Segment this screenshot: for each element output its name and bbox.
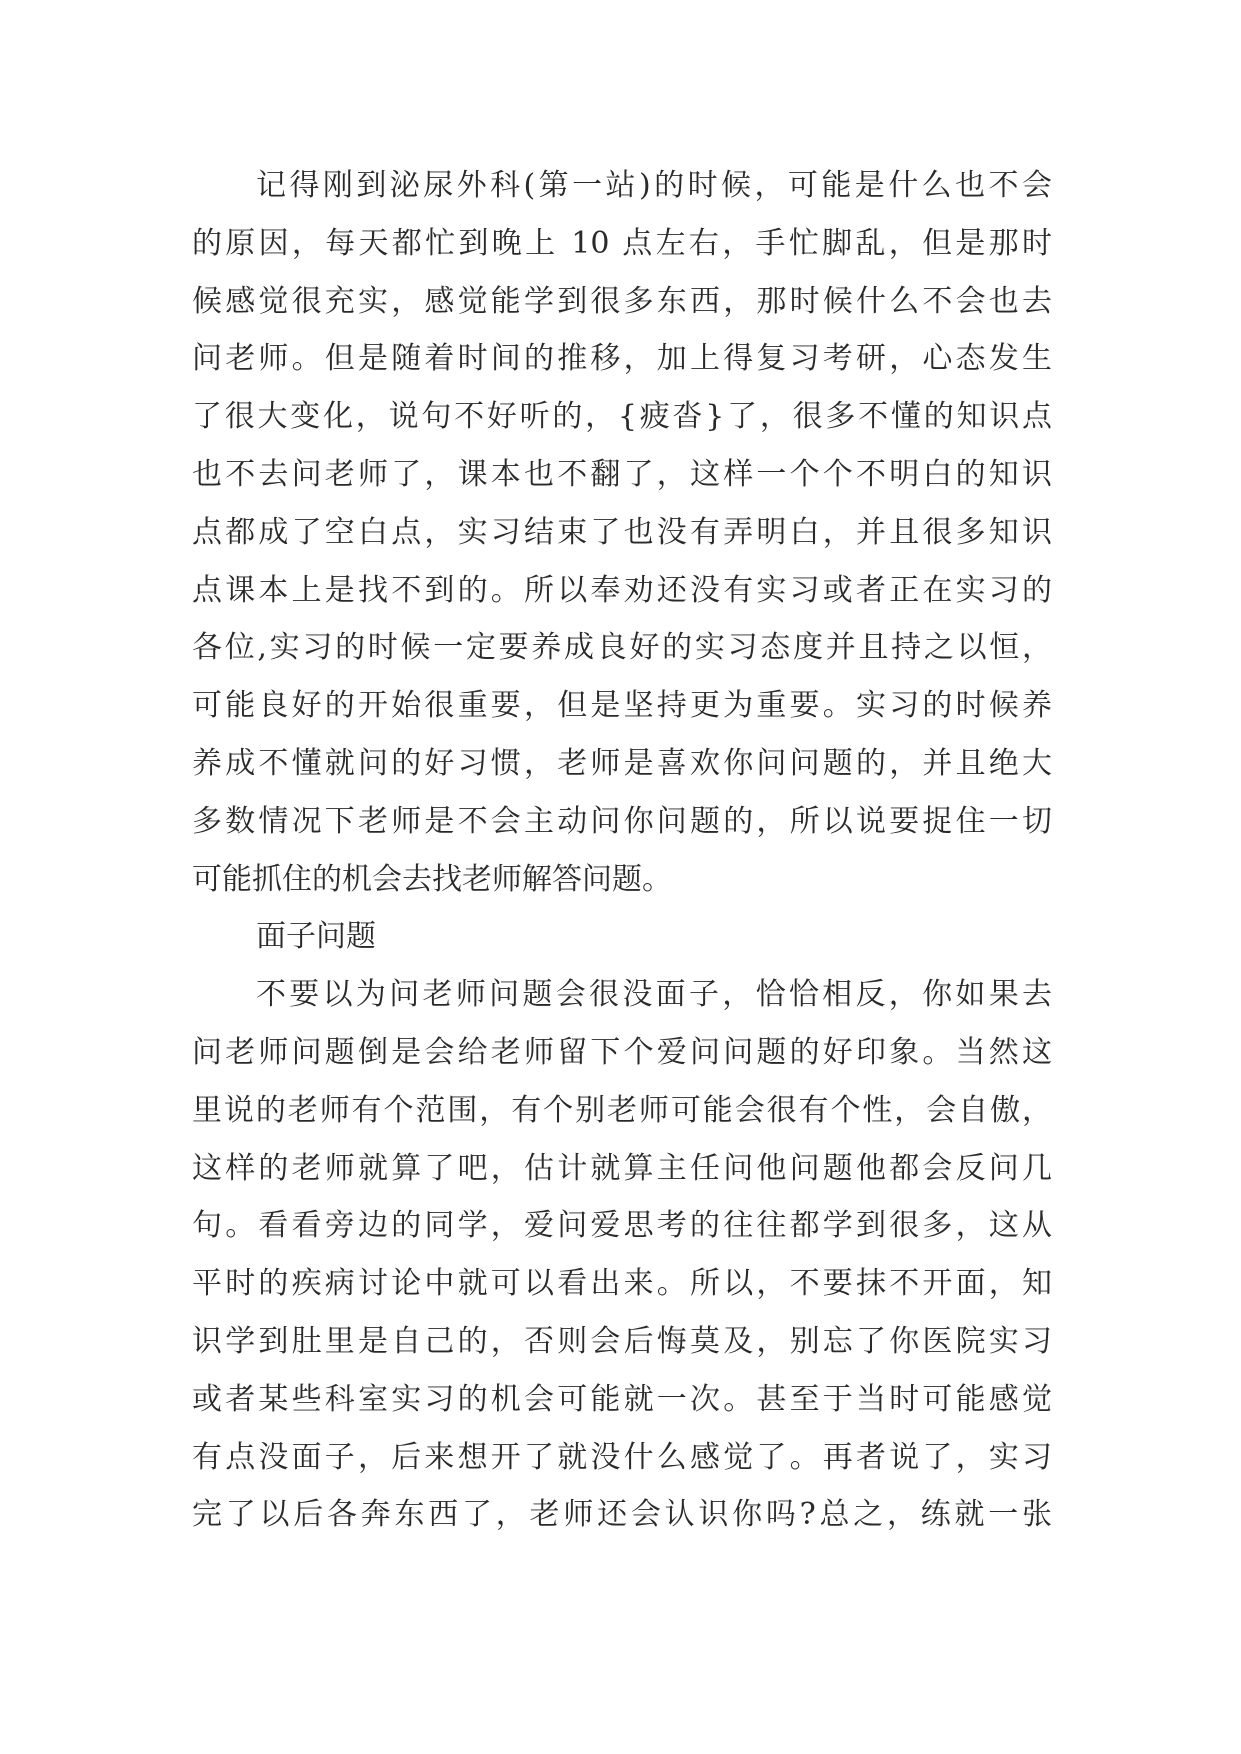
text-line: 这样的老师就算了吧，估计就算主任问他问题他都会反问几 (192, 1150, 1052, 1186)
text-line: 多数情况下老师是不会主动问你问题的，所以说要捉住一切 (192, 803, 1052, 839)
text-line: 问老师。但是随着时间的推移，加上得复习考研，心态发生 (192, 341, 1052, 377)
text-line: 点课本上是找不到的。所以奉劝还没有实习或者正在实习的 (192, 572, 1052, 608)
text-line: 句。看看旁边的同学，爱问爱思考的往往都学到很多，这从 (192, 1208, 1052, 1244)
text-line: 点都成了空白点，实习结束了也没有弄明白，并且很多知识 (192, 514, 1052, 550)
text-line: 可能良好的开始很重要，但是坚持更为重要。实习的时候养 (192, 688, 1052, 724)
text-line: 候感觉很充实，感觉能学到很多东西，那时候什么不会也去 (192, 283, 1052, 319)
text-line: 各位,实习的时候一定要养成良好的实习态度并且持之以恒， (192, 630, 1052, 666)
text-line: 面子问题 (256, 919, 376, 955)
text-line: 的原因，每天都忙到晚上 10 点左右，手忙脚乱，但是那时 (192, 225, 1052, 261)
text-line: 记得刚到泌尿外科(第一站)的时候，可能是什么也不会 (256, 168, 1052, 203)
text-line: 了很大变化，说句不好听的，{疲沓}了，很多不懂的知识点 (192, 399, 1052, 435)
text-line: 里说的老师有个范围，有个别老师可能会很有个性，会自傲， (192, 1092, 1052, 1128)
text-line: 或者某些科室实习的机会可能就一次。甚至于当时可能感觉 (192, 1381, 1052, 1417)
document-body (192, 157, 1052, 1544)
text-line: 完了以后各奔东西了，老师还会认识你吗?总之，练就一张 (192, 1497, 1052, 1533)
text-line: 问老师问题倒是会给老师留下个爱问问题的好印象。当然这 (192, 1034, 1052, 1070)
text-line: 平时的疾病讨论中就可以看出来。所以，不要抹不开面，知 (192, 1266, 1052, 1302)
text-line: 识学到肚里是自己的，否则会后悔莫及，别忘了你医院实习 (192, 1323, 1052, 1359)
text-line: 也不去问老师了，课本也不翻了，这样一个个不明白的知识 (192, 456, 1052, 492)
text-line: 可能抓住的机会去找老师解答问题。 (192, 861, 672, 897)
text-line: 养成不懂就问的好习惯，老师是喜欢你问问题的，并且绝大 (192, 745, 1052, 781)
text-line: 有点没面子，后来想开了就没什么感觉了。再者说了，实习 (192, 1439, 1052, 1475)
text-line: 不要以为问老师问题会很没面子，恰恰相反，你如果去 (256, 977, 1052, 1013)
